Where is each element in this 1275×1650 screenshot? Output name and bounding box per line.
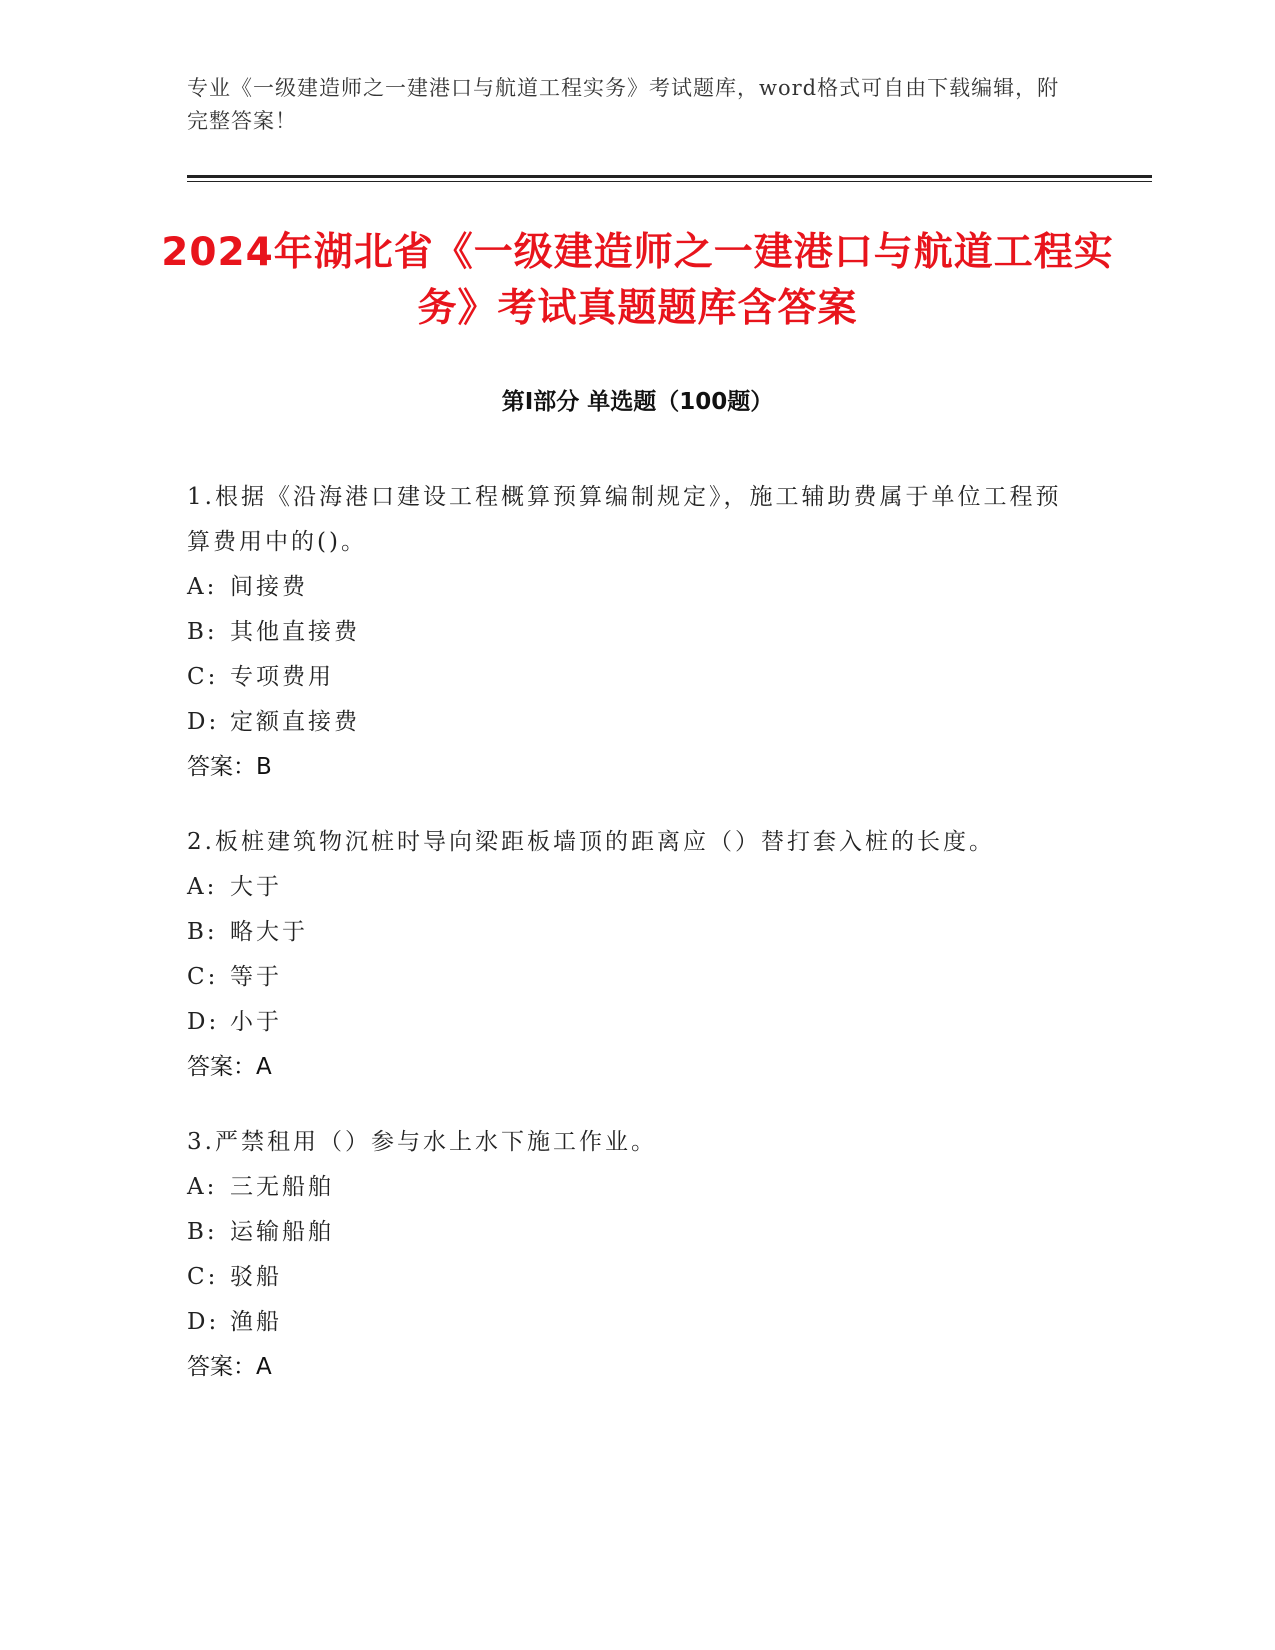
option-text: 等于 [230, 964, 282, 990]
question-1 [187, 475, 1067, 790]
option-text: 小于 [230, 1009, 282, 1035]
question-stem: 3.严禁租用（）参与水上水下施工作业。 [187, 1129, 657, 1155]
option-letter: B: [187, 1219, 218, 1245]
question-2 [187, 820, 1067, 1090]
option-letter: A: [187, 1174, 218, 1200]
option-d [187, 1300, 1067, 1345]
option-b [187, 1210, 1067, 1255]
section-heading: 第Ⅰ部分 单选题（100题） [501, 389, 774, 415]
question-stem: 2.板桩建筑物沉桩时导向梁距板墙顶的距离应（）替打套入桩的长度。 [187, 829, 995, 855]
option-text: 定额直接费 [230, 709, 360, 735]
option-letter: C: [187, 1264, 219, 1290]
option-text: 略大于 [230, 919, 308, 945]
option-letter: B: [187, 919, 218, 945]
option-text: 渔船 [230, 1309, 282, 1335]
option-letter: D: [187, 709, 220, 735]
question-list [187, 475, 1067, 1420]
question-3 [187, 1120, 1067, 1390]
option-text: 专项费用 [230, 664, 334, 690]
answer-line: 答案：A [187, 1054, 272, 1080]
option-letter: C: [187, 664, 219, 690]
option-c [187, 1255, 1067, 1300]
option-b [187, 610, 1067, 655]
header-divider-thin [187, 181, 1152, 182]
option-a [187, 1165, 1067, 1210]
question-stem: 1.根据《沿海港口建设工程概算预算编制规定》，施工辅助费属于单位工程预算费用中的()。 [187, 484, 1062, 555]
answer-line: 答案：A [187, 1354, 272, 1380]
option-letter: A: [187, 574, 218, 600]
option-text: 大于 [230, 874, 282, 900]
option-b [187, 910, 1067, 955]
option-letter: D: [187, 1009, 220, 1035]
answer-line: 答案：B [187, 754, 272, 780]
option-letter: D: [187, 1309, 220, 1335]
option-letter: C: [187, 964, 219, 990]
header-note: 专业《一级建造师之一建港口与航道工程实务》考试题库，word格式可自由下载编辑，附完整答案！ [187, 76, 1060, 133]
option-a [187, 865, 1067, 910]
option-d [187, 1000, 1067, 1045]
option-letter: A: [187, 874, 218, 900]
document-title: 2024年湖北省《一级建造师之一建港口与航道工程实务》考试真题题库含答案 [161, 230, 1114, 331]
option-text: 三无船舶 [230, 1174, 334, 1200]
option-a [187, 565, 1067, 610]
option-c [187, 955, 1067, 1000]
option-letter: B: [187, 619, 218, 645]
option-d [187, 700, 1067, 745]
option-text: 运输船舶 [230, 1219, 334, 1245]
option-c [187, 655, 1067, 700]
option-text: 其他直接费 [230, 619, 360, 645]
option-text: 间接费 [230, 574, 308, 600]
option-text: 驳船 [230, 1264, 282, 1290]
header-divider-thick [187, 175, 1152, 178]
